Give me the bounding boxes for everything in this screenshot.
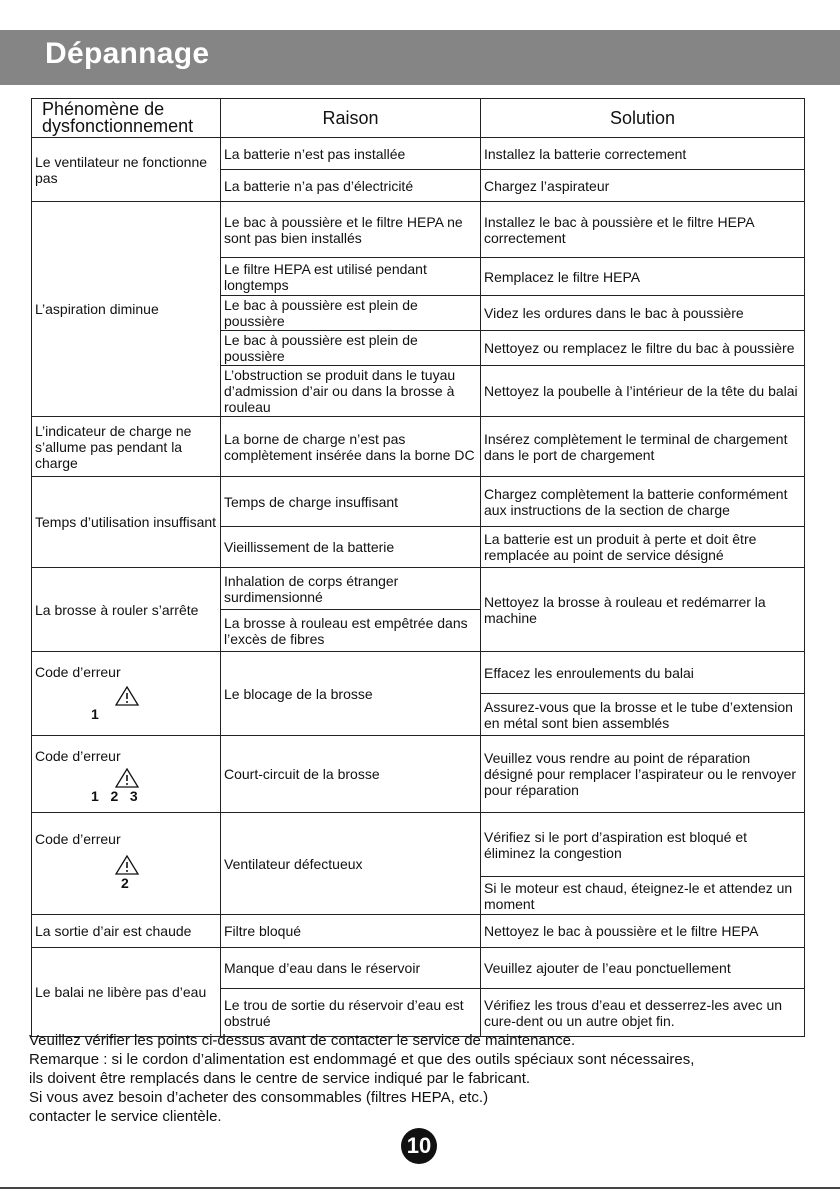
table-row — [32, 202, 805, 258]
warning-triangle-icon — [115, 855, 139, 875]
solution-cell: Chargez complètement la batterie conformément aux instructions de la section de charge — [481, 477, 805, 527]
note-line: contacter le service clientèle. — [29, 1108, 222, 1125]
symptom-label: Code d’erreur — [35, 831, 121, 847]
solution-cell: Chargez l’aspirateur — [481, 170, 805, 202]
symptom-cell: Temps d’utilisation insuffisant — [32, 477, 221, 568]
reason-cell: Le bac à poussière est plein de poussière — [221, 331, 481, 366]
note-line: Remarque : si le cordon d’alimentation est endommagé et que des outils spéciaux sont nécessaires, — [29, 1051, 695, 1068]
note-line: ils doivent être remplacés dans le centre de service indiqué par le fabricant. — [29, 1070, 531, 1087]
table-row — [32, 477, 805, 527]
maintenance-notes — [29, 1031, 819, 1126]
table-row — [32, 813, 805, 877]
symptom-cell: Le balai ne libère pas d’eau — [32, 948, 221, 1037]
solution-cell: Assurez-vous que la brosse et le tube d’extension en métal sont bien assemblés — [481, 694, 805, 736]
solution-cell: Nettoyez le bac à poussière et le filtre HEPA — [481, 915, 805, 948]
solution-cell: Vérifiez les trous d’eau et desserrez-les avec un cure-dent ou un autre objet fin. — [481, 989, 805, 1037]
table-row — [32, 568, 805, 610]
reason-cell: Court-circuit de la brosse — [221, 736, 481, 813]
reason-cell: La batterie n’est pas installée — [221, 138, 481, 170]
solution-cell: Vérifiez si le port d’aspiration est bloqué et éliminez la congestion — [481, 813, 805, 877]
troubleshooting-table-wrap — [31, 98, 804, 1037]
troubleshooting-table — [31, 98, 805, 1037]
reason-cell: Le bac à poussière est plein de poussière — [221, 296, 481, 331]
error-code-numbers: 1 2 3 — [91, 788, 138, 804]
note-line: Si vous avez besoin d’acheter des consommables (filtres HEPA, etc.) — [29, 1089, 489, 1106]
solution-cell: Videz les ordures dans le bac à poussière — [481, 296, 805, 331]
solution-cell: Installez la batterie correctement — [481, 138, 805, 170]
error-code-indicator — [91, 855, 217, 891]
section-header — [0, 30, 840, 85]
column-header-symptom: Phénomène de dysfonctionnement — [32, 99, 221, 138]
reason-cell: Manque d’eau dans le réservoir — [221, 948, 481, 989]
solution-cell: Installez le bac à poussière et le filtre HEPA correctement — [481, 202, 805, 258]
reason-cell: Vieillissement de la batterie — [221, 527, 481, 568]
table-row — [32, 736, 805, 813]
symptom-cell: Le ventilateur ne fonctionne pas — [32, 138, 221, 202]
symptom-label: Code d’erreur — [35, 748, 121, 764]
reason-cell: Filtre bloqué — [221, 915, 481, 948]
error-code-number: 1 — [91, 706, 99, 722]
solution-cell: Nettoyez ou remplacez le filtre du bac à poussière — [481, 331, 805, 366]
solution-cell: Nettoyez la poubelle à l’intérieur de la tête du balai — [481, 366, 805, 417]
table-row — [32, 915, 805, 948]
symptom-cell: La brosse à rouler s’arrête — [32, 568, 221, 652]
table-header-row — [32, 99, 805, 138]
error-code-number: 2 — [121, 875, 129, 891]
note-line: Veuillez vérifier les points ci-dessus avant de contacter le service de maintenance. — [29, 1032, 576, 1049]
reason-cell: L’obstruction se produit dans le tuyau d’admission d’air ou dans la brosse à rouleau — [221, 366, 481, 417]
symptom-cell: L’indicateur de charge ne s’allume pas pendant la charge — [32, 417, 221, 477]
table-row — [32, 652, 805, 694]
reason-cell: Le trou de sortie du réservoir d’eau est obstrué — [221, 989, 481, 1037]
bottom-divider — [0, 1187, 840, 1189]
table-row — [32, 948, 805, 989]
reason-cell: La batterie n’a pas d’électricité — [221, 170, 481, 202]
error-code-cell — [32, 813, 221, 915]
error-code-indicator — [91, 768, 217, 804]
solution-cell: Veuillez vous rendre au point de réparation désigné pour remplacer l’aspirateur ou le renvoyer pour réparation — [481, 736, 805, 813]
table-row — [32, 138, 805, 170]
reason-cell: Ventilateur défectueux — [221, 813, 481, 915]
page-number: 10 — [401, 1128, 437, 1164]
reason-cell: La borne de charge n’est pas complètement insérée dans la borne DC — [221, 417, 481, 477]
page-title: Dépannage — [45, 37, 210, 70]
error-code-cell — [32, 736, 221, 813]
solution-cell: Si le moteur est chaud, éteignez-le et attendez un moment — [481, 877, 805, 915]
error-code-indicator — [91, 686, 217, 722]
solution-cell: La batterie est un produit à perte et doit être remplacée au point de service désigné — [481, 527, 805, 568]
solution-cell: Effacez les enroulements du balai — [481, 652, 805, 694]
solution-cell: Veuillez ajouter de l’eau ponctuellement — [481, 948, 805, 989]
symptom-cell: L’aspiration diminue — [32, 202, 221, 417]
warning-triangle-icon — [115, 768, 139, 788]
column-header-solution: Solution — [481, 99, 805, 138]
reason-cell: Le bac à poussière et le filtre HEPA ne sont pas bien installés — [221, 202, 481, 258]
warning-triangle-icon — [115, 686, 139, 706]
symptom-label: Code d’erreur — [35, 664, 121, 680]
reason-cell: Inhalation de corps étranger surdimensionné — [221, 568, 481, 610]
reason-cell: Le blocage de la brosse — [221, 652, 481, 736]
solution-cell: Nettoyez la brosse à rouleau et redémarrer la machine — [481, 568, 805, 652]
column-header-reason: Raison — [221, 99, 481, 138]
table-row — [32, 417, 805, 477]
reason-cell: Temps de charge insuffisant — [221, 477, 481, 527]
reason-cell: La brosse à rouleau est empêtrée dans l’excès de fibres — [221, 610, 481, 652]
error-code-cell — [32, 652, 221, 736]
reason-cell: Le filtre HEPA est utilisé pendant longtemps — [221, 258, 481, 296]
symptom-cell: La sortie d’air est chaude — [32, 915, 221, 948]
solution-cell: Insérez complètement le terminal de chargement dans le port de chargement — [481, 417, 805, 477]
solution-cell: Remplacez le filtre HEPA — [481, 258, 805, 296]
